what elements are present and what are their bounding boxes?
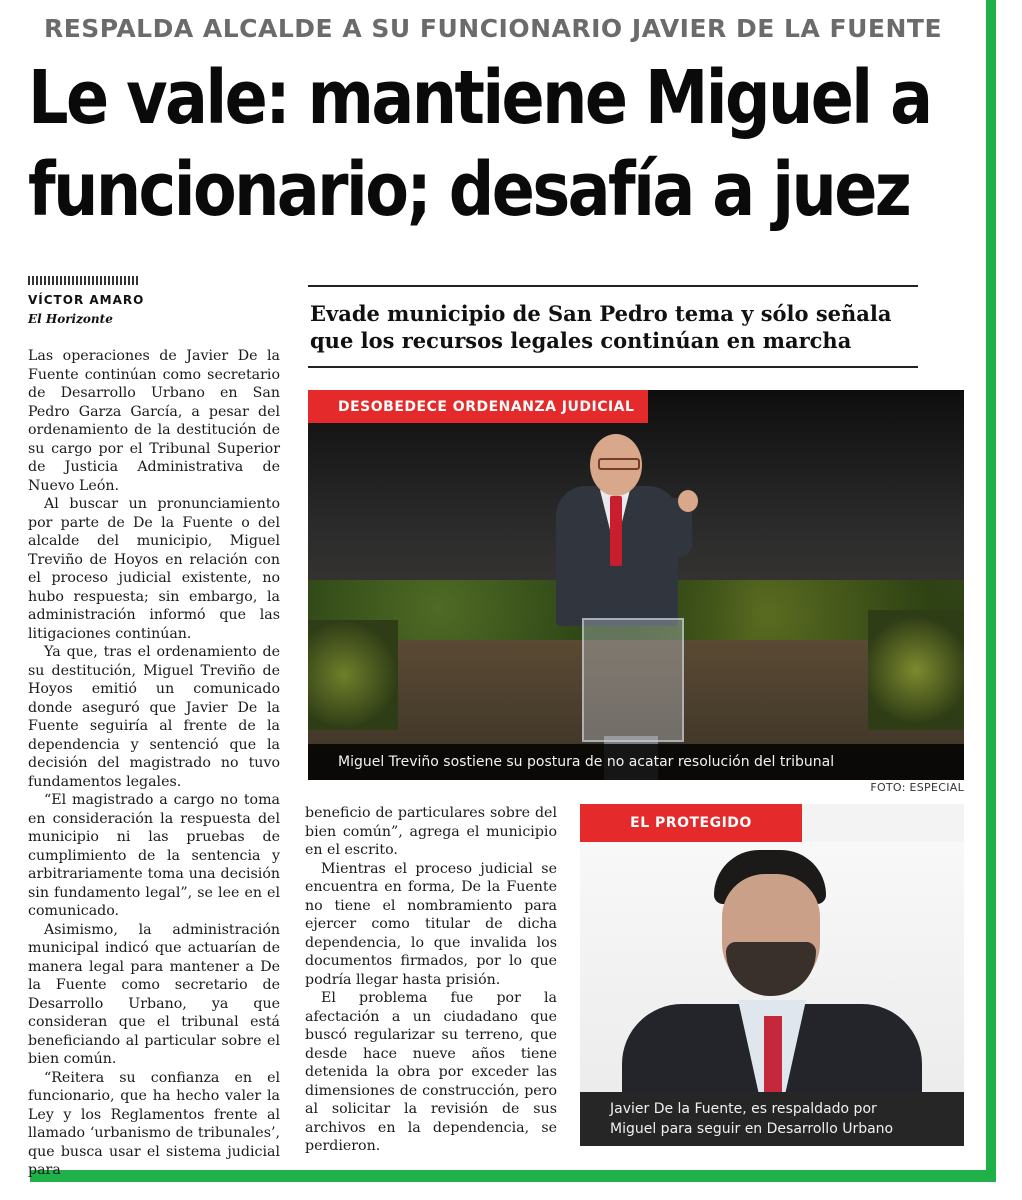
photo-caption-line-1: Javier De la Fuente, es respaldado por [610, 1101, 877, 1117]
deck-rule-bottom [308, 366, 918, 368]
green-border-right [986, 0, 996, 1182]
deck-rule-top [308, 285, 918, 287]
photo-caption [580, 1092, 964, 1146]
byline-outlet: El Horizonte [28, 312, 113, 326]
kicker: RESPALDA ALCALDE A SU FUNCIONARIO JAVIER DE LA FUENTE [43, 14, 943, 43]
paragraph: Al buscar un pronunciamiento por parte de De la Fuente o del alcalde del municipio, Miguel Treviño de Hoyos en relación con el proceso judicial existente, no hubo respuesta; sin embargo, la administración informó que las litigaciones continúan. [28, 496, 280, 642]
deck-line-2: que los recursos legales continúan en marcha [310, 328, 852, 353]
article-column-1 [28, 347, 280, 1180]
photo-caption-line-2: Miguel para seguir en Desarrollo Urbano [610, 1121, 894, 1137]
photo-credit: FOTO: ESPECIAL [870, 781, 964, 794]
byline-author: VÍCTOR AMARO [28, 293, 145, 307]
photo-label: EL PROTEGIDO [580, 804, 802, 842]
portrait-tie [764, 1016, 782, 1094]
speaker-tie [610, 496, 622, 566]
main-photo [308, 390, 964, 780]
photo-flowers-right [868, 610, 964, 730]
paragraph: “Reitera su confianza en el funcionario, que ha hecho valer la Ley y los Reglamentos frente al llamado ‘urbanismo de tribunales’, que busca usar el sistema judicial para [28, 1069, 280, 1178]
paragraph: Las operaciones de Javier De la Fuente continúan como secretario de Desarrollo Urbano en San Pedro Garza García, a pesar del ordenamiento de la destitución de su cargo por el Tribunal Superior de Justicia Administrativa de Nuevo León. [28, 348, 280, 494]
photo-caption: Miguel Treviño sostiene su postura de no acatar resolución del tribunal [308, 744, 964, 780]
paragraph: “El magistrado a cargo no toma en consideración la respuesta del municipio ni las pruebas de cumplimiento de la sentencia y arbitrariamente toma una decisión sin fundamento legal”, se lee en el comunicado. [28, 792, 280, 919]
podium [582, 618, 684, 742]
headline [28, 52, 931, 236]
paragraph: Mientras el proceso judicial se encuentra en forma, De la Fuente no tiene el nombramiento para ejercer como titular de dicha dependencia, lo que invalida los documentos firmados, por lo que podría llegar hasta prisión. [305, 860, 557, 988]
article-column-2 [305, 804, 557, 1156]
photo-flowers-left [308, 620, 398, 730]
paragraph: Ya que, tras el ordenamiento de su destitución, Miguel Treviño de Hoyos emitió un comunicado donde aseguró que Javier De la Fuente seguiría al frente de la dependencia y sentenció que la decisión del magistrado no tuvo fundamentos legales. [28, 644, 280, 790]
deck-line-1: Evade municipio de San Pedro tema y sólo señala [310, 301, 892, 326]
secondary-photo [580, 804, 964, 1146]
paragraph: beneficio de particulares sobre del bien común”, agrega el municipio en el escrito. [305, 805, 557, 858]
deck [310, 300, 950, 354]
speaker-hand [678, 490, 698, 512]
speaker-glasses [598, 458, 640, 470]
headline-line-2: funcionario; desafía a juez [28, 147, 910, 233]
photo-label: DESOBEDECE ORDENANZA JUDICIAL [308, 390, 648, 423]
paragraph: El problema fue por la afectación a un ciudadano que buscó regularizar su terreno, que desde hace nueve años tiene detenida la obra por exceder las dimensiones de construcción, pero al solicitar la revisión de sus archivos en la dependencia, se perdieron. [305, 990, 557, 1154]
headline-line-1: Le vale: mantiene Miguel a [28, 55, 931, 141]
paragraph: Asimismo, la administración municipal indicó que actuarían de manera legal para mantener a De la Fuente como secretario de Desarrollo Urbano, ya que consideran que el tribunal está beneficiando al particular sobre el bien común. [28, 921, 280, 1067]
byline-ornament [28, 276, 138, 285]
